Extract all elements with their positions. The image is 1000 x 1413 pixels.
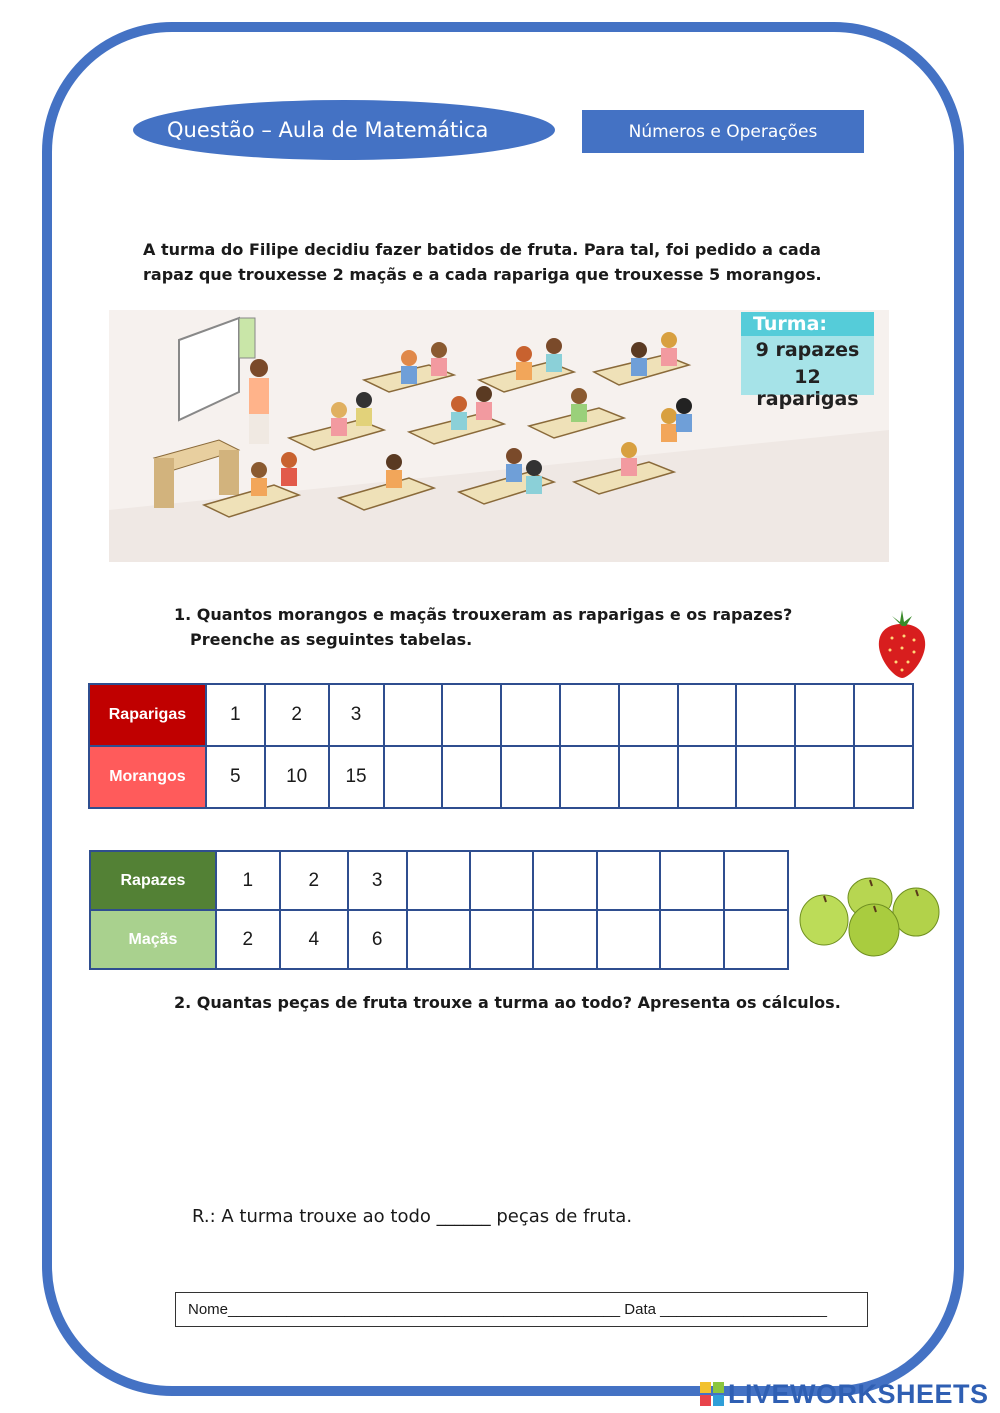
- liveworksheets-logo-icon: [700, 1382, 724, 1406]
- cell-boys-r1-c4[interactable]: [407, 851, 471, 910]
- cell-girls-r1-c9[interactable]: [678, 684, 737, 746]
- cell-boys-r1-c5[interactable]: [470, 851, 533, 910]
- cell-boys-r1-c3[interactable]: 3: [348, 851, 407, 910]
- turma-title: Turma:: [741, 312, 874, 336]
- table-boys-row-label: Rapazes: [90, 851, 216, 910]
- worksheet-title: Questão – Aula de Matemática: [133, 100, 555, 160]
- table-boys-apples: [89, 850, 789, 970]
- cell-girls-r1-c4[interactable]: [384, 684, 443, 746]
- liveworksheets-brand: [700, 1378, 989, 1410]
- cell-boys-r2-c1[interactable]: 2: [216, 910, 280, 969]
- cell-boys-r1-c8[interactable]: [660, 851, 724, 910]
- cell-boys-r2-c8[interactable]: [660, 910, 724, 969]
- cell-girls-r1-c8[interactable]: [619, 684, 678, 746]
- brand-text: LIVEWORKSHEETS: [728, 1378, 989, 1409]
- table-apples-row-label: Maçãs: [90, 910, 216, 969]
- cell-girls-r1-c10[interactable]: [736, 684, 795, 746]
- turma-girls: 12 raparigas: [756, 366, 859, 410]
- cell-boys-r2-c7[interactable]: [597, 910, 660, 969]
- name-date-field[interactable]: Nome_______________________________________________ Data ____________________: [175, 1292, 868, 1327]
- answer-sentence: R.: A turma trouxe ao todo ______ peças de fruta.: [192, 1206, 633, 1227]
- turma-boys: 9 rapazes: [755, 339, 860, 361]
- table-strawberries-row-label: Morangos: [89, 746, 206, 808]
- cell-girls-r2-c9[interactable]: [678, 746, 737, 808]
- table-girls-strawberries: [88, 683, 914, 809]
- table-girls-row-label: Raparigas: [89, 684, 206, 746]
- cell-boys-r2-c6[interactable]: [533, 910, 597, 969]
- cell-girls-r1-c1[interactable]: 1: [206, 684, 265, 746]
- cell-girls-r2-c6[interactable]: [501, 746, 560, 808]
- cell-girls-r1-c2[interactable]: 2: [265, 684, 329, 746]
- question-1: 1. Quantos morangos e maçãs trouxeram as raparigas e os rapazes? Preenche as seguintes tabelas.: [174, 605, 793, 649]
- cell-girls-r2-c5[interactable]: [442, 746, 501, 808]
- cell-girls-r1-c12[interactable]: [854, 684, 913, 746]
- cell-boys-r2-c4[interactable]: [407, 910, 471, 969]
- cell-girls-r1-c6[interactable]: [501, 684, 560, 746]
- cell-boys-r1-c1[interactable]: 1: [216, 851, 280, 910]
- cell-girls-r2-c10[interactable]: [736, 746, 795, 808]
- cell-boys-r2-c3[interactable]: 6: [348, 910, 407, 969]
- cell-boys-r2-c5[interactable]: [470, 910, 533, 969]
- apples-icon: [798, 876, 944, 958]
- question-2: 2. Quantas peças de fruta trouxe a turma ao todo? Apresenta os cálculos.: [174, 993, 841, 1012]
- cell-boys-r2-c2[interactable]: 4: [280, 910, 348, 969]
- cell-girls-r1-c7[interactable]: [560, 684, 619, 746]
- cell-girls-r2-c3[interactable]: 15: [329, 746, 384, 808]
- cell-girls-r2-c7[interactable]: [560, 746, 619, 808]
- cell-girls-r2-c1[interactable]: 5: [206, 746, 265, 808]
- cell-girls-r1-c3[interactable]: 3: [329, 684, 384, 746]
- cell-girls-r2-c2[interactable]: 10: [265, 746, 329, 808]
- cell-girls-r1-c11[interactable]: [795, 684, 854, 746]
- topic-label: Números e Operações: [582, 110, 864, 153]
- cell-boys-r1-c9[interactable]: [724, 851, 788, 910]
- intro-text: A turma do Filipe decidiu fazer batidos de fruta. Para tal, foi pedido a cada rapaz que trouxesse 2 maçãs e a cada rapariga que trouxesse 5 morangos.: [143, 240, 822, 284]
- cell-boys-r1-c7[interactable]: [597, 851, 660, 910]
- cell-boys-r1-c2[interactable]: 2: [280, 851, 348, 910]
- cell-boys-r1-c6[interactable]: [533, 851, 597, 910]
- cell-boys-r2-c9[interactable]: [724, 910, 788, 969]
- cell-girls-r1-c5[interactable]: [442, 684, 501, 746]
- cell-girls-r2-c8[interactable]: [619, 746, 678, 808]
- cell-girls-r2-c12[interactable]: [854, 746, 913, 808]
- cell-girls-r2-c4[interactable]: [384, 746, 443, 808]
- cell-girls-r2-c11[interactable]: [795, 746, 854, 808]
- strawberry-icon: [872, 608, 932, 680]
